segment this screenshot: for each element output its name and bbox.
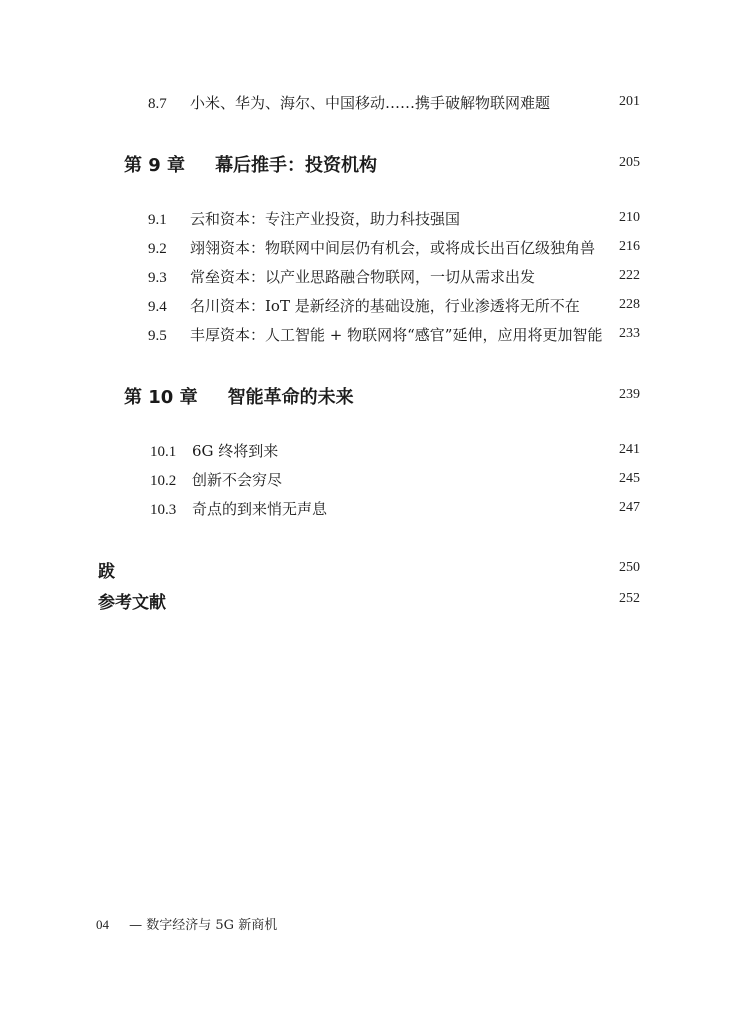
toc-entry-10-1 [150, 440, 610, 461]
toc-chapter-10 [124, 383, 354, 409]
chapter-label: 第 9 章 [124, 155, 186, 176]
page-number-chapter-9: 205 [619, 155, 640, 170]
toc-entry-9-1 [148, 208, 628, 229]
section-number: 10.3 [150, 502, 177, 518]
toc-entry-10-2 [150, 469, 610, 490]
references-title: 参考文献 [98, 593, 166, 613]
section-title: 云和资本：专注产业投资，助力科技强国 [190, 210, 461, 228]
chapter-title: 智能革命的未来 [227, 387, 354, 408]
chapter-title: 幕后推手：投资机构 [215, 155, 378, 176]
page-number-10-2: 245 [619, 471, 640, 486]
toc-chapter-9 [124, 151, 377, 177]
toc-entry-10-3 [150, 498, 610, 519]
section-title: 创新不会穷尽 [192, 471, 283, 489]
page-number-8-7: 201 [619, 94, 640, 109]
section-number: 9.3 [148, 270, 167, 286]
section-title: 小米、华为、海尔、中国移动……携手破解物联网难题 [190, 94, 551, 112]
section-title: 常垒资本：以产业思路融合物联网，一切从需求出发 [190, 268, 536, 286]
toc-entry-9-2 [148, 237, 628, 258]
page-footer [96, 914, 277, 933]
footer-book-title: — 数字经济与 5G 新商机 [129, 918, 278, 933]
section-title: 丰厚资本：人工智能 + 物联网将“感官”延伸，应用将更加智能 [190, 326, 603, 344]
footer-page-number: 04 [96, 917, 109, 932]
section-title: 名川资本：IoT 是新经济的基础设施，行业渗透将无所不在 [190, 297, 580, 315]
page-number-9-2: 216 [619, 239, 640, 254]
page-number-postscript: 250 [619, 560, 640, 575]
toc-entry-9-3 [148, 266, 628, 287]
page-number-9-3: 222 [619, 268, 640, 283]
section-number: 9.2 [148, 241, 167, 257]
page-number-10-3: 247 [619, 500, 640, 515]
section-number: 9.5 [148, 328, 167, 344]
toc-entry-9-5 [148, 324, 618, 345]
page-number-chapter-10: 239 [619, 387, 640, 402]
toc-postscript [98, 557, 115, 582]
toc-entry-8-7 [148, 92, 640, 113]
section-number: 9.1 [148, 212, 167, 228]
section-number: 9.4 [148, 299, 167, 315]
page-number-10-1: 241 [619, 442, 640, 457]
postscript-title: 跋 [98, 562, 115, 582]
section-number: 10.2 [150, 473, 177, 489]
section-title: 翊翎资本：物联网中间层仍有机会，或将成长出百亿级独角兽 [190, 239, 596, 257]
section-title: 6G 终将到来 [192, 442, 279, 460]
toc-references [98, 588, 166, 613]
section-title: 奇点的到来悄无声息 [192, 500, 328, 518]
section-number: 8.7 [148, 96, 167, 112]
section-number: 10.1 [150, 444, 177, 460]
chapter-label: 第 10 章 [124, 387, 198, 408]
page-number-9-5: 233 [619, 326, 640, 341]
toc-entry-9-4 [148, 295, 628, 316]
page-number-9-1: 210 [619, 210, 640, 225]
page-number-references: 252 [619, 591, 640, 606]
page-number-9-4: 228 [619, 297, 640, 312]
